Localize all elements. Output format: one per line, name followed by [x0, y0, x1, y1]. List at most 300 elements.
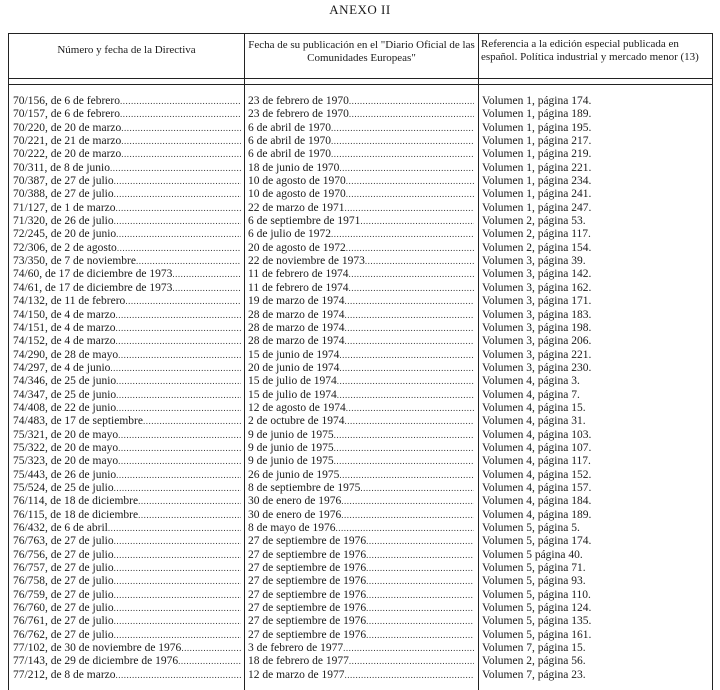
publication-date-cell-text: 27 de septiembre de 1976	[248, 575, 367, 588]
reference-cell-text: Volumen 3, página 221.	[482, 348, 592, 361]
publication-date-cell-text: 12 de agosto de 1974	[248, 401, 346, 414]
directive-cell-text: 74/347, de 25 de junio	[13, 388, 117, 401]
table-body	[9, 95, 712, 682]
publication-date-cell	[248, 655, 474, 668]
publication-date-cell	[248, 589, 474, 602]
dot-leader	[331, 148, 474, 161]
directive-cell-text: 74/483, de 17 de septiembre	[13, 415, 143, 428]
directive-cell-text: 74/151, de 4 de marzo	[13, 321, 116, 334]
dot-leader	[108, 522, 241, 535]
reference-cell-text: Volumen 2, página 56.	[482, 655, 586, 668]
dot-leader	[366, 629, 474, 642]
dot-leader	[117, 242, 241, 255]
reference-cell-text: Volumen 5 página 40.	[482, 548, 583, 561]
publication-date-cell	[248, 495, 474, 508]
table-row	[9, 602, 712, 615]
directive-cell	[13, 522, 241, 535]
publication-date-cell-text: 20 de agosto de 1972	[248, 241, 346, 254]
directive-cell-text: 77/212, de 8 de marzo	[13, 668, 116, 681]
directive-cell-text: 74/132, de 11 de febrero	[13, 295, 126, 308]
reference-cell-text: Volumen 3, página 162.	[482, 281, 592, 294]
reference-cell	[482, 255, 710, 268]
publication-date-cell	[248, 295, 474, 308]
reference-cell-text: Volumen 7, página 15.	[482, 642, 586, 655]
dot-leader	[114, 629, 241, 642]
reference-cell	[482, 228, 710, 241]
directive-cell-text: 76/760, de 27 de julio	[13, 602, 114, 615]
reference-cell-text: Volumen 3, página 142.	[482, 268, 592, 281]
publication-date-cell-text: 22 de marzo de 1971	[248, 201, 345, 214]
dot-leader	[125, 295, 241, 308]
dot-leader	[339, 162, 474, 175]
reference-cell	[482, 575, 710, 588]
dot-leader	[366, 602, 474, 615]
reference-cell	[482, 202, 710, 215]
dot-leader	[366, 615, 474, 628]
directive-cell	[13, 642, 241, 655]
directive-cell-text: 70/222, de 20 de marzo	[13, 148, 122, 161]
table-row	[9, 455, 712, 468]
reference-cell	[482, 108, 710, 121]
publication-date-cell	[248, 642, 474, 655]
directive-cell	[13, 188, 241, 201]
publication-date-cell	[248, 535, 474, 548]
dot-leader	[346, 188, 474, 201]
directive-cell	[13, 535, 241, 548]
dot-leader	[116, 375, 241, 388]
dot-leader	[136, 255, 241, 268]
reference-cell-text: Volumen 7, página 23.	[482, 668, 586, 681]
directive-cell	[13, 509, 241, 522]
reference-cell-text: Volumen 4, página 152.	[482, 468, 592, 481]
directive-cell-text: 70/311, de 8 de junio	[13, 161, 110, 174]
dot-leader	[121, 135, 241, 148]
reference-cell	[482, 469, 710, 482]
dot-leader	[121, 148, 241, 161]
publication-date-cell-text: 15 de julio de 1974	[248, 375, 337, 388]
reference-cell	[482, 349, 710, 362]
publication-date-cell	[248, 362, 474, 375]
publication-date-cell	[248, 482, 474, 495]
dot-leader	[336, 522, 474, 535]
publication-date-cell	[248, 415, 474, 428]
dot-leader	[334, 429, 474, 442]
dot-leader	[114, 562, 241, 575]
dot-leader	[114, 575, 241, 588]
reference-cell-text: Volumen 1, página 221.	[482, 161, 592, 174]
publication-date-cell	[248, 562, 474, 575]
publication-date-cell-text: 10 de agosto de 1970	[248, 175, 346, 188]
table-row	[9, 442, 712, 455]
publication-date-cell-text: 15 de junio de 1974	[248, 348, 340, 361]
publication-date-cell-text: 6 de abril de 1970	[248, 148, 332, 161]
table-row	[9, 589, 712, 602]
dot-leader	[114, 602, 241, 615]
publication-date-cell	[248, 442, 474, 455]
dot-leader	[331, 228, 474, 241]
reference-cell-text: Volumen 1, página 174.	[482, 95, 592, 107]
reference-cell-text: Volumen 3, página 198.	[482, 321, 592, 334]
directive-cell-text: 70/387, de 27 de julio	[13, 175, 114, 188]
dot-leader	[348, 268, 474, 281]
directive-cell	[13, 482, 241, 495]
reference-cell	[482, 268, 710, 281]
reference-cell	[482, 442, 710, 455]
column-header-directive: Número y fecha de la Directiva	[57, 44, 196, 56]
directive-cell-text: 70/388, de 27 de julio	[13, 188, 114, 201]
directive-cell	[13, 122, 241, 135]
table-row	[9, 362, 712, 375]
reference-cell	[482, 295, 710, 308]
directive-cell-text: 76/759, de 27 de julio	[13, 588, 114, 601]
reference-cell	[482, 509, 710, 522]
table-row	[9, 482, 712, 495]
publication-date-cell-text: 3 de febrero de 1977	[248, 642, 344, 655]
table-row	[9, 268, 712, 281]
table-row	[9, 669, 712, 682]
reference-cell-text: Volumen 4, página 117.	[482, 455, 591, 468]
reference-cell	[482, 415, 710, 428]
publication-date-cell-text: 9 de junio de 1975	[248, 428, 334, 441]
dot-leader	[138, 495, 241, 508]
dot-leader	[114, 589, 241, 602]
dot-leader	[110, 362, 241, 375]
directive-cell-text: 74/150, de 4 de marzo	[13, 308, 116, 321]
dot-leader	[114, 188, 241, 201]
publication-date-cell-text: 8 de septiembre de 1975	[248, 481, 361, 494]
publication-date-cell-text: 9 de junio de 1975	[248, 441, 334, 454]
table-row	[9, 642, 712, 655]
publication-date-cell	[248, 108, 474, 121]
table-row	[9, 215, 712, 228]
reference-cell	[482, 282, 710, 295]
publication-date-cell	[248, 215, 474, 228]
table-row	[9, 429, 712, 442]
table-row	[9, 335, 712, 348]
publication-date-cell-text: 28 de marzo de 1974	[248, 335, 345, 348]
publication-date-cell	[248, 162, 474, 175]
dot-leader	[341, 509, 474, 522]
publication-date-cell	[248, 135, 474, 148]
dot-leader	[349, 95, 474, 108]
dot-leader	[120, 108, 241, 121]
dot-leader	[114, 175, 241, 188]
publication-date-cell-text: 27 de septiembre de 1976	[248, 588, 367, 601]
table-row	[9, 375, 712, 388]
publication-date-cell-text: 30 de enero de 1976	[248, 495, 342, 508]
reference-cell-text: Volumen 5, página 110.	[482, 588, 591, 601]
publication-date-cell	[248, 469, 474, 482]
table-row	[9, 349, 712, 362]
directive-cell-text: 76/757, de 27 de julio	[13, 562, 114, 575]
column-header-publication: Fecha de su publicación en el "Diario Oficial de las Comunidades Europeas"	[248, 39, 475, 64]
reference-cell-text: Volumen 4, página 7.	[482, 388, 580, 401]
directive-cell	[13, 295, 241, 308]
publication-date-cell	[248, 268, 474, 281]
reference-cell	[482, 309, 710, 322]
reference-cell-text: Volumen 5, página 161.	[482, 628, 592, 641]
dot-leader	[116, 228, 241, 241]
publication-date-cell	[248, 629, 474, 642]
dot-leader	[349, 108, 474, 121]
reference-cell	[482, 455, 710, 468]
reference-cell	[482, 629, 710, 642]
reference-cell-text: Volumen 4, página 3.	[482, 375, 580, 388]
directive-cell	[13, 215, 241, 228]
table-row	[9, 575, 712, 588]
dot-leader	[365, 255, 474, 268]
table-row	[9, 562, 712, 575]
dot-leader	[114, 615, 241, 628]
publication-date-cell	[248, 122, 474, 135]
dot-leader	[344, 202, 474, 215]
publication-date-cell-text: 6 de julio de 1972	[248, 228, 332, 241]
publication-date-cell-text: 6 de septiembre de 1971	[248, 215, 361, 228]
table-row	[9, 202, 712, 215]
dot-leader	[116, 309, 241, 322]
dot-leader	[118, 349, 241, 362]
publication-date-cell-text: 28 de marzo de 1974	[248, 308, 345, 321]
dot-leader	[118, 455, 241, 468]
publication-date-cell-text: 28 de marzo de 1974	[248, 321, 345, 334]
dot-leader	[116, 389, 241, 402]
dot-leader	[344, 415, 474, 428]
directive-cell-text: 76/432, de 6 de abril	[13, 522, 108, 534]
directive-cell	[13, 455, 241, 468]
column-header-reference: Referencia a la edición especial publicada en español. Política industrial y mercado menor (13)	[481, 38, 699, 63]
directive-cell-text: 76/115, de 18 de diciembre	[13, 508, 139, 521]
publication-date-cell-text: 10 de agosto de 1970	[248, 188, 346, 201]
directive-cell	[13, 242, 241, 255]
dot-leader	[114, 482, 241, 495]
dot-leader	[366, 589, 474, 602]
publication-date-cell-text: 30 de enero de 1976	[248, 508, 342, 521]
reference-cell	[482, 335, 710, 348]
reference-cell-text: Volumen 1, página 247.	[482, 201, 592, 214]
directive-cell-text: 75/323, de 20 de mayo	[13, 455, 119, 468]
table-row	[9, 295, 712, 308]
reference-cell	[482, 429, 710, 442]
publication-date-cell	[248, 389, 474, 402]
publication-date-cell-text: 22 de noviembre de 1973	[248, 255, 365, 268]
directive-cell	[13, 349, 241, 362]
publication-date-cell-text: 27 de septiembre de 1976	[248, 562, 367, 575]
directive-cell-text: 74/408, de 22 de junio	[13, 401, 117, 414]
dot-leader	[344, 309, 474, 322]
directive-cell	[13, 615, 241, 628]
directive-cell	[13, 469, 241, 482]
reference-cell	[482, 402, 710, 415]
dot-leader	[341, 495, 474, 508]
reference-cell-text: Volumen 3, página 206.	[482, 335, 592, 348]
publication-date-cell-text: 18 de junio de 1970	[248, 161, 340, 174]
table-row	[9, 188, 712, 201]
dot-leader	[114, 549, 241, 562]
directive-cell	[13, 255, 241, 268]
dot-leader	[344, 669, 474, 682]
table-row	[9, 629, 712, 642]
table-row	[9, 242, 712, 255]
directive-cell-text: 74/61, de 17 de diciembre de 1973	[13, 281, 173, 294]
directive-cell	[13, 402, 241, 415]
dot-leader	[181, 642, 241, 655]
dot-leader	[114, 215, 241, 228]
table-row	[9, 135, 712, 148]
dot-leader	[344, 335, 474, 348]
reference-cell-text: Volumen 1, página 219.	[482, 148, 592, 161]
dot-leader	[344, 295, 474, 308]
dot-leader	[116, 335, 241, 348]
directive-cell	[13, 228, 241, 241]
directive-cell-text: 77/102, de 30 de noviembre de 1976	[13, 642, 182, 655]
dot-leader	[116, 402, 241, 415]
reference-cell	[482, 522, 710, 535]
publication-date-cell-text: 27 de septiembre de 1976	[248, 602, 367, 615]
publication-date-cell-text: 15 de julio de 1974	[248, 388, 337, 401]
directive-cell-text: 76/758, de 27 de julio	[13, 575, 114, 588]
header-rule	[9, 78, 712, 79]
table-row	[9, 122, 712, 135]
reference-cell	[482, 655, 710, 668]
reference-cell	[482, 642, 710, 655]
dot-leader	[178, 655, 241, 668]
publication-date-cell-text: 27 de septiembre de 1976	[248, 535, 367, 548]
directive-cell-text: 72/306, de 2 de agosto	[13, 241, 117, 254]
publication-date-cell	[248, 322, 474, 335]
directive-cell-text: 70/220, de 20 de marzo	[13, 121, 122, 134]
publication-date-cell-text: 12 de marzo de 1977	[248, 668, 345, 681]
directive-cell-text: 76/762, de 27 de julio	[13, 628, 114, 641]
dot-leader	[172, 268, 241, 281]
publication-date-cell-text: 27 de septiembre de 1976	[248, 615, 367, 628]
reference-cell	[482, 135, 710, 148]
header-rule	[9, 84, 712, 85]
directive-cell-text: 75/321, de 20 de mayo	[13, 428, 119, 441]
publication-date-cell-text: 26 de junio de 1975	[248, 468, 340, 481]
publication-date-cell	[248, 282, 474, 295]
reference-cell	[482, 535, 710, 548]
directive-cell	[13, 148, 241, 161]
reference-cell-text: Volumen 4, página 103.	[482, 428, 592, 441]
directive-cell-text: 75/443, de 26 de junio	[13, 468, 117, 481]
table-row	[9, 495, 712, 508]
dot-leader	[114, 535, 241, 548]
table-row	[9, 255, 712, 268]
directive-cell-text: 75/322, de 20 de mayo	[13, 441, 119, 454]
reference-cell-text: Volumen 4, página 107.	[482, 441, 592, 454]
reference-cell	[482, 495, 710, 508]
dot-leader	[121, 122, 241, 135]
reference-cell	[482, 215, 710, 228]
reference-cell-text: Volumen 5, página 135.	[482, 615, 592, 628]
publication-date-cell	[248, 549, 474, 562]
publication-date-cell-text: 8 de mayo de 1976	[248, 522, 336, 534]
publication-date-cell	[248, 228, 474, 241]
dot-leader	[118, 429, 241, 442]
dot-leader	[334, 442, 474, 455]
publication-date-cell-text: 6 de abril de 1970	[248, 121, 332, 134]
table-row	[9, 655, 712, 668]
publication-date-cell-text: 6 de abril de 1970	[248, 135, 332, 148]
dot-leader	[116, 469, 241, 482]
directive-cell	[13, 602, 241, 615]
directive-cell	[13, 322, 241, 335]
reference-cell-text: Volumen 5, página 93.	[482, 575, 586, 588]
reference-cell	[482, 602, 710, 615]
directive-cell	[13, 309, 241, 322]
publication-date-cell-text: 23 de febrero de 1970	[248, 95, 349, 107]
dot-leader	[138, 509, 241, 522]
table-row	[9, 322, 712, 335]
reference-cell-text: Volumen 2, página 154.	[482, 241, 592, 254]
dot-leader	[116, 669, 241, 682]
publication-date-cell	[248, 602, 474, 615]
dot-leader	[110, 162, 241, 175]
publication-date-cell	[248, 455, 474, 468]
directive-cell-text: 71/320, de 26 de julio	[13, 215, 114, 228]
reference-cell-text: Volumen 4, página 15.	[482, 401, 586, 414]
reference-cell-text: Volumen 3, página 230.	[482, 361, 592, 374]
directives-table	[8, 33, 713, 690]
table-row	[9, 95, 712, 108]
directive-cell-text: 75/524, de 25 de julio	[13, 481, 114, 494]
directive-cell	[13, 268, 241, 281]
reference-cell-text: Volumen 4, página 157.	[482, 481, 592, 494]
publication-date-cell	[248, 175, 474, 188]
reference-cell-text: Volumen 5, página 5.	[482, 522, 580, 534]
table-row	[9, 522, 712, 535]
reference-cell	[482, 549, 710, 562]
reference-cell	[482, 148, 710, 161]
reference-cell-text: Volumen 3, página 183.	[482, 308, 592, 321]
publication-date-cell	[248, 522, 474, 535]
table-row	[9, 148, 712, 161]
reference-cell	[482, 242, 710, 255]
directive-cell	[13, 202, 241, 215]
publication-date-cell-text: 18 de febrero de 1977	[248, 655, 349, 668]
directive-cell	[13, 335, 241, 348]
directive-cell	[13, 495, 241, 508]
directive-cell-text: 76/763, de 27 de julio	[13, 535, 114, 548]
dot-leader	[366, 575, 474, 588]
directive-cell-text: 72/245, de 20 de junio	[13, 228, 117, 241]
directive-cell-text: 70/157, de 6 de febrero	[13, 108, 120, 121]
dot-leader	[331, 122, 474, 135]
publication-date-cell	[248, 429, 474, 442]
publication-date-cell-text: 9 de junio de 1975	[248, 455, 334, 468]
dot-leader	[334, 455, 474, 468]
publication-date-cell	[248, 202, 474, 215]
table-row	[9, 309, 712, 322]
publication-date-cell-text: 20 de junio de 1974	[248, 361, 340, 374]
dot-leader	[143, 415, 241, 428]
publication-date-cell	[248, 669, 474, 682]
publication-date-cell-text: 19 de marzo de 1974	[248, 295, 345, 308]
directive-cell	[13, 362, 241, 375]
dot-leader	[366, 562, 474, 575]
publication-date-cell	[248, 148, 474, 161]
table-row	[9, 228, 712, 241]
dot-leader	[346, 242, 474, 255]
directive-cell-text: 70/156, de 6 de febrero	[13, 95, 120, 107]
table-row	[9, 415, 712, 428]
publication-date-cell	[248, 509, 474, 522]
table-row	[9, 549, 712, 562]
dot-leader	[116, 202, 241, 215]
table-row	[9, 175, 712, 188]
dot-leader	[343, 642, 474, 655]
dot-leader	[339, 469, 474, 482]
